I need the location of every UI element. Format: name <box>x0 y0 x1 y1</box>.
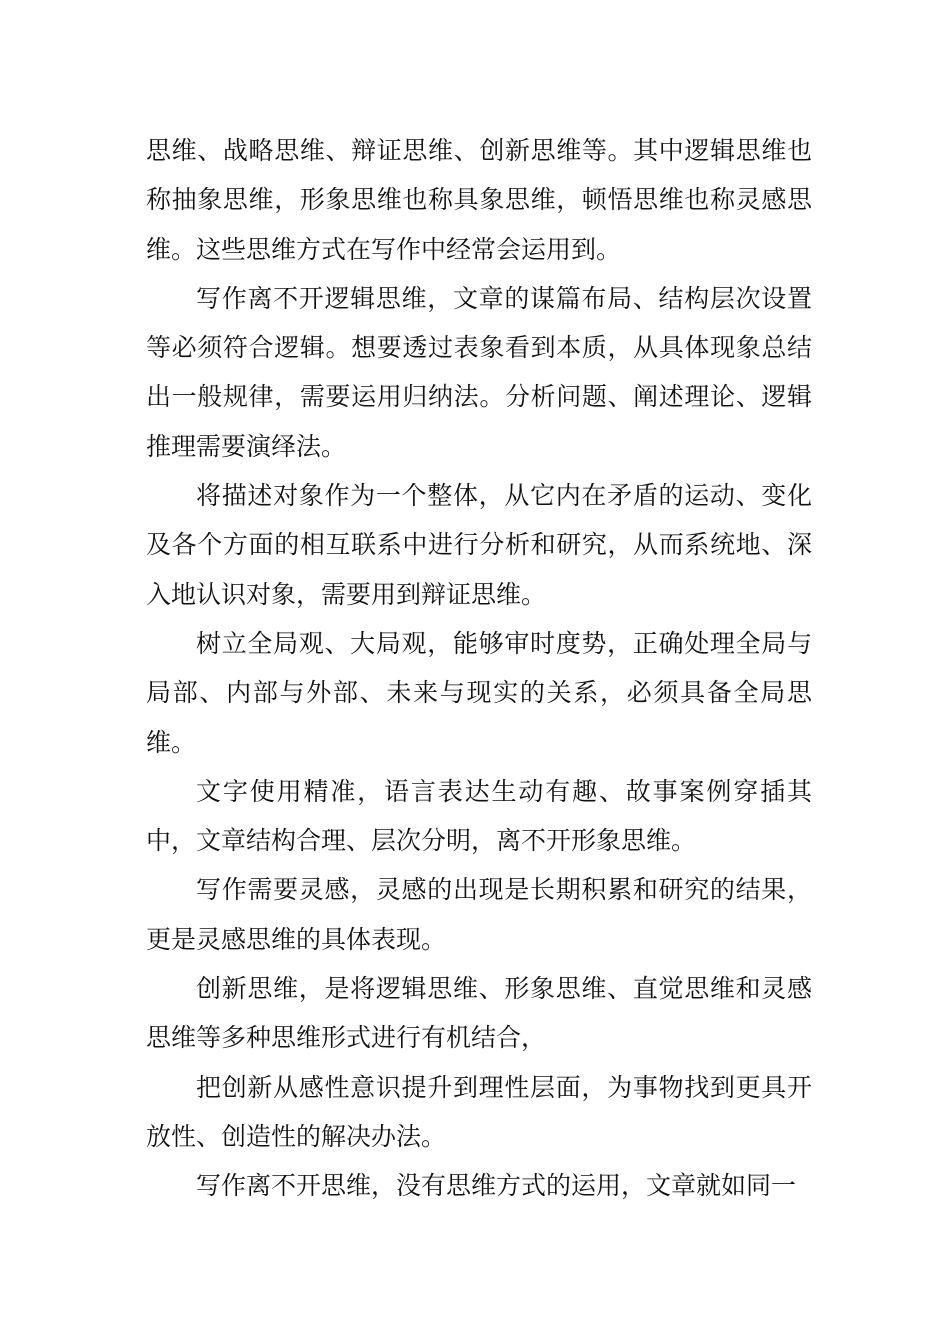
paragraph-8: 把创新从感性意识提升到理性层面，为事物找到更具开放性、创造性的解决办法。 <box>146 1072 812 1151</box>
paragraph-9: 写作离不开思维，没有思维方式的运用，文章就如同一 <box>196 1171 797 1201</box>
paragraph-4: 树立全局观、大局观，能够审时度势，正确处理全局与局部、内部与外部、未来与现实的关系，必须具备全局思维。 <box>146 628 812 757</box>
paragraph-5: 文字使用精准，语言表达生动有趣、故事案例穿插其中，文章结构合理、层次分明，离不开形象思维。 <box>146 776 812 856</box>
document-page <box>146 126 812 1211</box>
paragraph-7: 创新思维，是将逻辑思维、形象思维、直觉思维和灵感思维等多种思维形式进行有机结合， <box>146 974 812 1053</box>
paragraph-6: 写作需要灵感，灵感的出现是长期积累和研究的结果，更是灵感思维的具体表现。 <box>146 875 812 954</box>
paragraph-2: 写作离不开逻辑思维，文章的谋篇布局、结构层次设置等必须符合逻辑。想要透过表象看到本质，从具体现象总结出一般规律，需要运用归纳法。分析问题、阐述理论、逻辑推理需要演绎法。 <box>146 283 812 461</box>
paragraph-1: 思维、战略思维、辩证思维、创新思维等。其中逻辑思维也称抽象思维，形象思维也称具象思维，顿悟思维也称灵感思维。这些思维方式在写作中经常会运用到。 <box>146 136 812 264</box>
paragraph-3: 将描述对象作为一个整体，从它内在矛盾的运动、变化及各个方面的相互联系中进行分析和研究，从而系统地、深入地认识对象，需要用到辩证思维。 <box>146 481 812 609</box>
